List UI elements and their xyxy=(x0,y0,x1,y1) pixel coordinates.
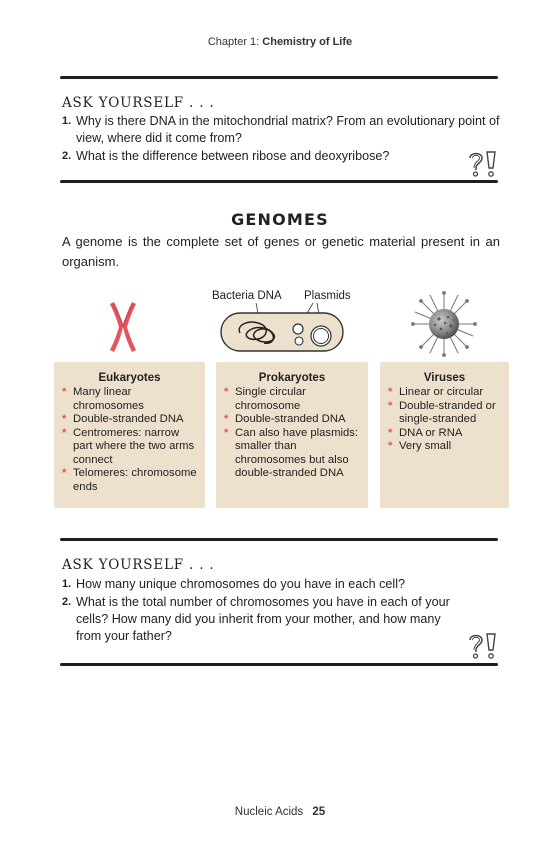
bottom-rule-2 xyxy=(60,663,498,666)
ask-yourself-title-2: ASK YOURSELF . . . xyxy=(62,557,215,573)
question-exclamation-icon xyxy=(466,150,500,178)
question-exclamation-icon xyxy=(466,632,500,660)
list-item: * Centromeres: narrow part where the two arms connect xyxy=(62,427,201,468)
top-rule-2 xyxy=(60,538,498,541)
question-text: Why is there DNA in the mitochondrial matrix? From an evolutionary point of view, where did it come from? xyxy=(76,114,500,145)
list-item: * Telomeres: chromosome ends xyxy=(62,467,201,494)
question-text: What is the total number of chromosomes you have in each of your cells? How many did you inherit from your mother, and how many from your father? xyxy=(76,595,450,643)
card-title: Viruses xyxy=(423,372,466,384)
card-list xyxy=(216,386,368,481)
card-title: Prokaryotes xyxy=(258,372,326,384)
prokaryotes-card xyxy=(216,362,368,508)
list-item: * Very small xyxy=(388,440,505,454)
question-number: 2. xyxy=(62,596,72,608)
running-header xyxy=(0,36,560,48)
question-item xyxy=(62,113,502,147)
card-list xyxy=(54,386,205,494)
list-item: * Double-stranded DNA xyxy=(224,413,364,427)
card-title: Eukaryotes xyxy=(98,372,161,384)
list-item: * Double-stranded DNA xyxy=(62,413,201,427)
virus-icon xyxy=(410,290,478,358)
page-number: 25 xyxy=(312,806,326,818)
viruses-card xyxy=(380,362,509,508)
eukaryotes-card xyxy=(54,362,205,508)
footer-section: Nucleic Acids xyxy=(234,806,304,818)
bottom-rule-1 xyxy=(60,180,498,183)
ask-yourself-list-1 xyxy=(62,113,502,166)
chapter-title: Chemistry of Life xyxy=(262,36,353,48)
list-item: * Single circular chromosome xyxy=(224,386,364,413)
bacteria-icon xyxy=(218,303,348,355)
question-item xyxy=(62,594,502,645)
intro-paragraph: A genome is the complete set of genes or genetic material present in an organism. xyxy=(62,234,500,269)
question-number: 1. xyxy=(62,115,72,127)
question-number: 1. xyxy=(62,578,72,590)
card-list xyxy=(380,386,509,454)
top-rule-1 xyxy=(60,76,498,79)
list-item: * Linear or circular xyxy=(388,386,505,400)
page-footer xyxy=(0,806,560,818)
list-item: * Can also have plasmids: smaller than chromosomes but also double-stranded DNA xyxy=(224,427,364,481)
question-text: What is the difference between ribose and deoxyribose? xyxy=(76,149,390,163)
chapter-number: Chapter 1: xyxy=(207,36,260,48)
list-item: * DNA or RNA xyxy=(388,427,505,441)
ask-yourself-list-2 xyxy=(62,576,502,646)
question-item xyxy=(62,148,502,165)
list-item: * Many linear chromosomes xyxy=(62,386,201,413)
ask-yourself-title-1: ASK YOURSELF . . . xyxy=(62,95,215,111)
question-text: How many unique chromosomes do you have in each cell? xyxy=(76,577,406,591)
list-item: * Double-stranded or single-stranded xyxy=(388,400,505,427)
question-number: 2. xyxy=(62,150,72,162)
question-item xyxy=(62,576,502,593)
chromosome-icon xyxy=(108,300,138,354)
bacteria-dna-label: Bacteria DNA xyxy=(212,290,282,302)
section-title: GENOMES xyxy=(231,210,329,229)
plasmids-label: Plasmids xyxy=(304,290,351,302)
